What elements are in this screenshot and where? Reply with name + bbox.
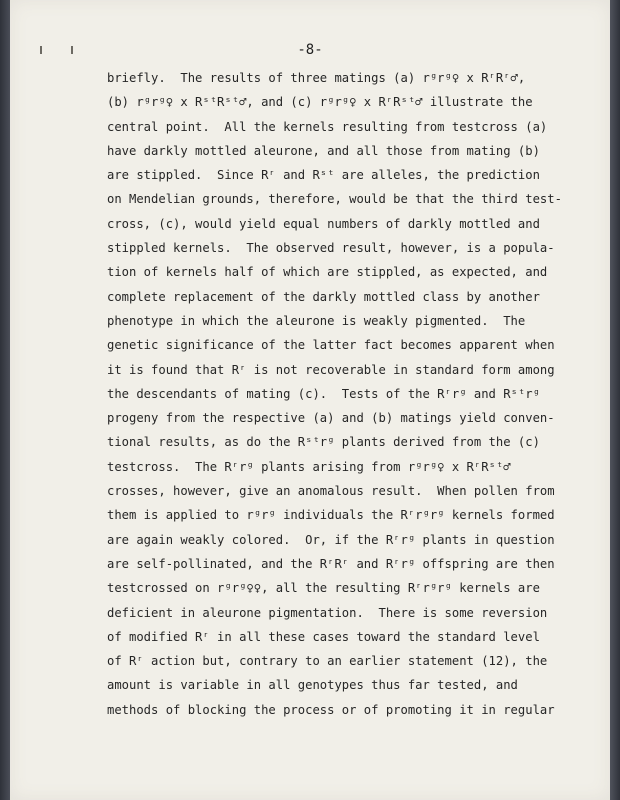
text-line: crosses, however, give an anomalous result. When pollen from	[107, 484, 555, 499]
text-line: deficient in aleurone pigmentation. There is some reversion	[107, 605, 548, 620]
text-line: complete replacement of the darkly mottled class by another	[107, 289, 540, 304]
body-text	[107, 66, 577, 722]
text-line: (b) rᵍrᵍ♀ x RˢᵗRˢᵗ♂, and (c) rᵍrᵍ♀ x RʳRˢᵗ♂ illustrate the	[107, 95, 533, 110]
text-line: of modified Rʳ in all these cases toward the standard level	[107, 629, 540, 644]
text-line: phenotype in which the aleurone is weakly pigmented. The	[107, 313, 526, 328]
text-line: cross, (c), would yield equal numbers of darkly mottled and	[107, 216, 540, 231]
left-page-edge	[0, 0, 10, 800]
text-line: methods of blocking the process or of promoting it in regular	[107, 702, 555, 717]
text-line: are stippled. Since Rʳ and Rˢᵗ are alleles, the prediction	[107, 168, 540, 183]
text-line: testcross. The Rʳrᵍ plants arising from rᵍrᵍ♀ x RʳRˢᵗ♂	[107, 459, 511, 474]
text-line: are self-pollinated, and the RʳRʳ and Rʳrᵍ offspring are then	[107, 556, 555, 571]
text-line: of Rʳ action but, contrary to an earlier statement (12), the	[107, 654, 548, 669]
right-page-edge	[610, 0, 620, 800]
text-line: central point. All the kernels resulting from testcross (a)	[107, 119, 548, 134]
text-line: briefly. The results of three matings (a) rᵍrᵍ♀ x RʳRʳ♂,	[107, 71, 526, 85]
text-line: are again weakly colored. Or, if the Rʳrᵍ plants in question	[107, 532, 555, 547]
text-line: amount is variable in all genotypes thus far tested, and	[107, 678, 518, 693]
page-number: -8-	[297, 42, 323, 58]
text-line: testcrossed on rᵍrᵍ♀♀, all the resulting Rʳrᵍrᵍ kernels are	[107, 581, 540, 596]
text-line: tion of kernels half of which are stippled, as expected, and	[107, 265, 548, 280]
text-line: tional results, as do the Rˢᵗrᵍ plants derived from the (c)	[107, 435, 540, 450]
text-line: genetic significance of the latter fact becomes apparent when	[107, 338, 555, 353]
text-line: progeny from the respective (a) and (b) matings yield conven-	[107, 411, 555, 426]
text-line: have darkly mottled aleurone, and all those from mating (b)	[107, 143, 540, 158]
text-line: stippled kernels. The observed result, however, is a popula-	[107, 241, 555, 256]
text-line: them is applied to rᵍrᵍ individuals the Rʳrᵍrᵍ kernels formed	[107, 508, 555, 523]
text-line: it is found that Rʳ is not recoverable in standard form among	[107, 362, 555, 377]
text-line: the descendants of mating (c). Tests of the Rʳrᵍ and Rˢᵗrᵍ	[107, 386, 540, 401]
text-line: on Mendelian grounds, therefore, would be that the third test-	[107, 192, 562, 207]
